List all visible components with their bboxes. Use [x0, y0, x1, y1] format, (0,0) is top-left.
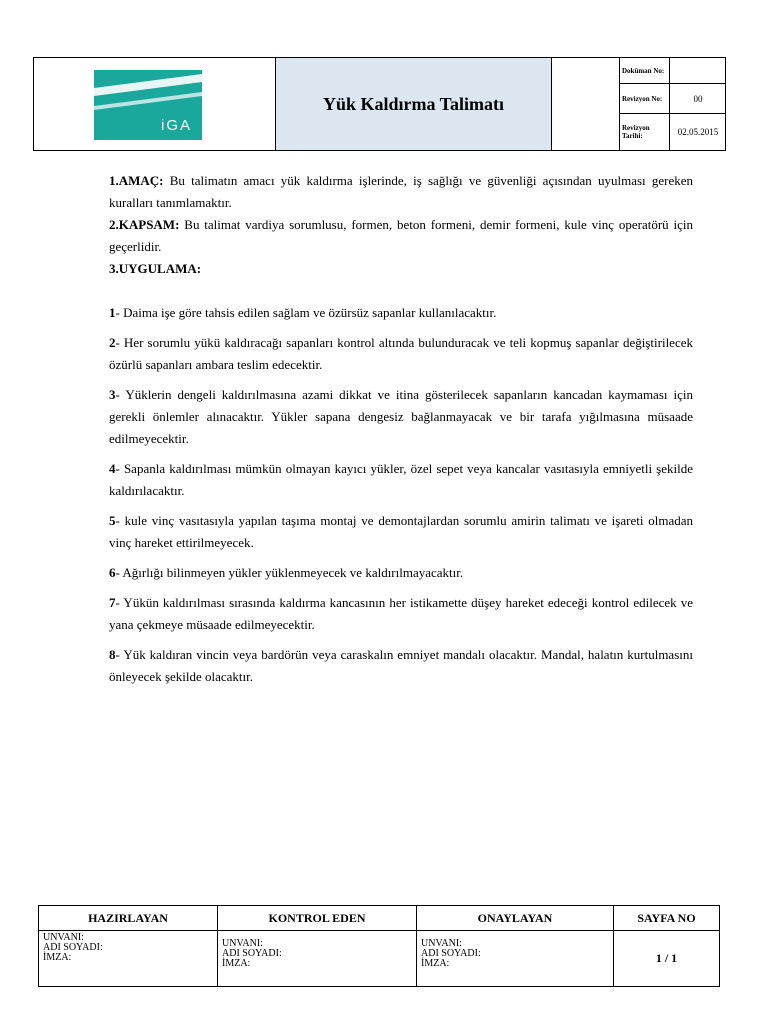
signature-onaylayan — [417, 931, 614, 987]
item-number: 3 — [109, 387, 116, 402]
meta-row-doc-no — [620, 58, 726, 84]
list-item — [109, 302, 693, 324]
meta-row-revision-no — [620, 84, 726, 114]
sig-line-imza: İMZA: — [43, 952, 72, 963]
meta-value — [670, 58, 726, 83]
header-sayfa-no: SAYFA NO — [614, 906, 720, 931]
item-text: - kule vinç vasıtasıyla yapılan taşıma montaj ve demontajlardan sorumlu amirin talimatı ve işareti olmadan vinç hareket ettirilmeyecek. — [109, 513, 693, 550]
list-item — [109, 458, 693, 502]
item-text: - Sapanla kaldırılması mümkün olmayan kayıcı yükler, özel sepet veya kancalar vasıtasıyla emniyetli şekilde kaldırılacaktır. — [109, 461, 693, 498]
approval-table — [38, 905, 720, 987]
meta-value: 02.05.2015 — [677, 127, 719, 137]
list-item — [109, 562, 693, 584]
meta-label: Revizyon No: — [620, 84, 670, 113]
header-kontrol-eden: KONTROL EDEN — [218, 906, 417, 931]
item-text: - Daima işe göre tahsis edilen sağlam ve özürsüz sapanlar kullanılacaktır. — [115, 305, 497, 320]
document-title: Yük Kaldırma Talimatı — [322, 93, 505, 114]
section-label: 1.AMAÇ: — [109, 173, 164, 188]
section-text: Bu talimat vardiya sorumlusu, formen, beton formeni, demir formeni, kule vinç operatörü için geçerlidir. — [109, 217, 693, 254]
item-number: 7 — [109, 595, 116, 610]
signature-kontrol-eden — [218, 931, 417, 987]
sig-line-adi-soyadi: ADI SOYADI: — [421, 948, 481, 959]
list-item — [109, 384, 693, 450]
list-item — [109, 332, 693, 376]
document-header — [33, 57, 726, 151]
item-number: 4 — [109, 461, 116, 476]
approval-signature-row — [39, 931, 720, 987]
item-number: 6 — [109, 565, 116, 580]
meta-label: Revizyon Tarihi: — [620, 114, 670, 150]
item-number: 2 — [109, 335, 116, 350]
section-kapsam — [109, 214, 693, 258]
section-text: Bu talimatın amacı yük kaldırma işlerinde, iş sağlığı ve güvenliği açısından uyulması gereken kuralları tanımlamaktır. — [109, 173, 693, 210]
sig-line-imza: İMZA: — [222, 958, 251, 969]
sig-line-adi-soyadi: ADI SOYADI: — [222, 948, 282, 959]
title-cell — [276, 58, 552, 150]
approval-header-row — [39, 906, 720, 931]
item-number: 5 — [109, 513, 116, 528]
item-text: - Yüklerin dengeli kaldırılmasına azami dikkat ve itina gösterilecek sapanların kancadan kaymaması için gerekli önlemler alınacaktır. Yükler sapana dengesiz bağlanmayacak ve bir tarafa yığılmasına müsaade edilmeyecektir. — [109, 387, 693, 446]
list-item — [109, 644, 693, 688]
meta-row-revision-date — [620, 114, 726, 150]
section-uygulama: 3.UYGULAMA: — [109, 261, 202, 276]
item-text: - Yükün kaldırılması sırasında kaldırma kancasının her istikamette düşey hareket edeceği kontrol edilecek ve yana çekmeye müsaade edilmeyecektir. — [109, 595, 693, 632]
item-number: 1 — [109, 305, 116, 320]
item-text: - Yük kaldıran vincin veya bardörün veya caraskalın emniyet mandalı olacaktır. Mandal, halatın kurtulmasını önleyecek şekilde olacaktır. — [109, 647, 693, 684]
section-label: 2.KAPSAM: — [109, 217, 180, 232]
meta-label: Doküman No: — [620, 58, 670, 83]
item-number: 8 — [109, 647, 116, 662]
page-number: 1 / 1 — [614, 931, 720, 987]
sig-line-unvan: UNVANI: — [43, 932, 84, 943]
header-onaylayan: ONAYLAYAN — [417, 906, 614, 931]
signature-hazirlayan — [39, 931, 218, 987]
item-text: - Ağırlığı bilinmeyen yükler yüklenmeyecek ve kaldırılmayacaktır. — [115, 565, 464, 580]
header-hazirlayan: HAZIRLAYAN — [39, 906, 218, 931]
sig-line-adi-soyadi: ADI SOYADI: — [43, 942, 103, 953]
document-body — [109, 170, 693, 688]
logo-cell — [79, 58, 276, 150]
sig-line-unvan: UNVANI: — [222, 938, 263, 949]
iga-logo — [94, 70, 202, 140]
item-text: - Her sorumlu yükü kaldıracağı sapanları kontrol altında bulunduracak ve teli kopmuş sapanlar değiştirilecek özürlü sapanları ambara teslim edecektir. — [109, 335, 693, 372]
list-item — [109, 592, 693, 636]
meta-table — [619, 58, 726, 150]
meta-value: 00 — [693, 93, 703, 104]
list-item — [109, 510, 693, 554]
sig-line-imza: İMZA: — [421, 958, 450, 969]
sig-line-unvan: UNVANI: — [421, 938, 462, 949]
section-amac — [109, 170, 693, 214]
logo-text: iGA — [160, 117, 192, 134]
